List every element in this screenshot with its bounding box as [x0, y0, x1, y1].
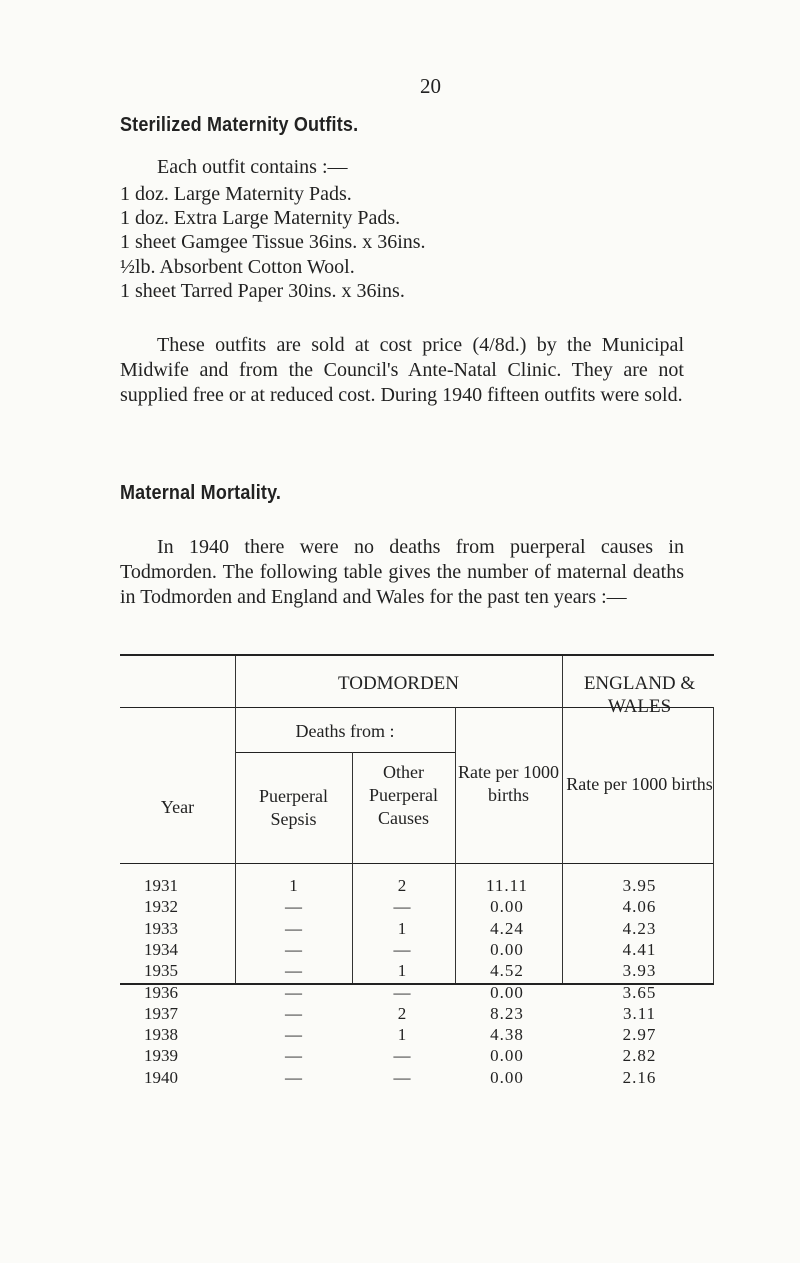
- outfit-items-list: [120, 182, 426, 303]
- cell-rate: 4.24: [490, 918, 524, 938]
- cell-year: 1935: [144, 961, 178, 981]
- cell-rate: 4.38: [490, 1025, 524, 1045]
- deaths-from-rule: [235, 752, 455, 753]
- cell-year: 1938: [144, 1025, 178, 1045]
- cell-sepsis: —: [285, 1067, 302, 1087]
- header-todmorden: TODMORDEN: [337, 673, 460, 694]
- table-row: [120, 940, 714, 961]
- maternal-deaths-table: [120, 654, 714, 1087]
- header-rate-todmorden: Rate per 1000 births: [458, 762, 559, 805]
- table-top-rule: [120, 654, 714, 656]
- cell-year: 1940: [144, 1067, 178, 1087]
- section-heading-maternal-mortality: Maternal Mortality.: [120, 482, 282, 504]
- header-year: Year: [160, 797, 195, 817]
- mortality-paragraph: In 1940 there were no deaths from puerperal causes in Todmorden. The following table gives the number of maternal deaths in Todmorden and England and Wales for the past ten years :—: [120, 536, 684, 608]
- cell-year: 1932: [144, 897, 178, 917]
- cell-sepsis: —: [285, 1003, 302, 1023]
- list-item: 1 doz. Extra Large Maternity Pads.: [120, 207, 401, 230]
- cell-ew-rate: 4.23: [622, 918, 657, 938]
- cell-sepsis: —: [285, 918, 302, 938]
- cell-sepsis: —: [285, 982, 302, 1002]
- cell-ew-rate: 4.06: [622, 897, 657, 917]
- cell-year: 1939: [144, 1046, 178, 1066]
- cell-ew-rate: 2.16: [622, 1067, 657, 1087]
- list-item: 1 sheet Tarred Paper 30ins. x 36ins.: [120, 279, 405, 302]
- header-deaths-from: Deaths from :: [295, 721, 395, 741]
- cell-other: 2: [397, 1003, 407, 1023]
- cell-ew-rate: 4.41: [622, 939, 657, 959]
- header-bottom-rule: [120, 863, 714, 864]
- table-row: [120, 1068, 714, 1089]
- cell-rate: 0.00: [490, 939, 524, 959]
- cell-sepsis: —: [285, 961, 302, 981]
- cell-other: —: [393, 939, 411, 959]
- header-england-wales: ENGLAND & WALES: [583, 673, 696, 717]
- cell-rate: 8.23: [490, 1003, 524, 1023]
- list-item: 1 sheet Gamgee Tissue 36ins. x 36ins.: [120, 231, 426, 254]
- cell-ew-rate: 3.95: [622, 876, 657, 895]
- cell-sepsis: —: [285, 939, 302, 959]
- table-row: [120, 1004, 714, 1025]
- table-row: [120, 961, 714, 982]
- cell-other: 1: [397, 1025, 407, 1045]
- list-item: 1 doz. Large Maternity Pads.: [120, 183, 352, 205]
- cell-rate: 0.00: [490, 1067, 524, 1087]
- cell-year: 1934: [144, 939, 178, 959]
- cell-ew-rate: 2.82: [622, 1046, 657, 1066]
- cell-rate: 0.00: [490, 897, 524, 917]
- cell-sepsis: —: [285, 1025, 302, 1045]
- outfit-intro: Each outfit contains :—: [157, 156, 348, 178]
- cell-other: —: [393, 1067, 411, 1087]
- header-rate-england: Rate per 1000 births: [566, 774, 713, 794]
- table-row: [120, 897, 714, 918]
- cell-year: 1937: [144, 1003, 178, 1023]
- table-row: [120, 1025, 714, 1046]
- cell-rate: 0.00: [490, 982, 524, 1002]
- header-other-causes: Other Puerperal Causes: [369, 762, 438, 828]
- table-row: [120, 1046, 714, 1067]
- cell-other: 2: [397, 876, 407, 895]
- cell-other: 1: [397, 961, 407, 981]
- cell-year: 1931: [144, 876, 178, 895]
- outfits-paragraph: These outfits are sold at cost price (4/8d.) by the Municipal Midwife and from the Council's Ante-Natal Clinic. They are not supplied free or at reduced cost. During 1940 fifteen outfits were sold.: [120, 334, 684, 406]
- cell-sepsis: —: [285, 1046, 302, 1066]
- cell-ew-rate: 2.97: [622, 1025, 657, 1045]
- cell-sepsis: —: [285, 897, 302, 917]
- table-row: [120, 919, 714, 940]
- cell-other: 1: [397, 918, 407, 938]
- header-puerperal-sepsis: Puerperal Sepsis: [259, 786, 328, 829]
- cell-rate: 4.52: [490, 961, 524, 981]
- cell-sepsis: 1: [289, 876, 298, 895]
- cell-other: —: [393, 897, 411, 917]
- cell-rate: 11.11: [486, 876, 528, 895]
- cell-year: 1933: [144, 918, 178, 938]
- cell-other: —: [393, 1046, 411, 1066]
- cell-rate: 0.00: [490, 1046, 524, 1066]
- cell-other: —: [393, 982, 411, 1002]
- cell-ew-rate: 3.93: [622, 961, 657, 981]
- cell-year: 1936: [144, 982, 178, 1002]
- cell-ew-rate: 3.11: [622, 1003, 657, 1023]
- section-heading-outfits: Sterilized Maternity Outfits.: [120, 114, 359, 136]
- table-row: [120, 876, 714, 897]
- table-row: [120, 983, 714, 1004]
- cell-ew-rate: 3.65: [622, 982, 657, 1002]
- page-number: 20: [420, 74, 441, 98]
- list-item: ½lb. Absorbent Cotton Wool.: [120, 255, 355, 278]
